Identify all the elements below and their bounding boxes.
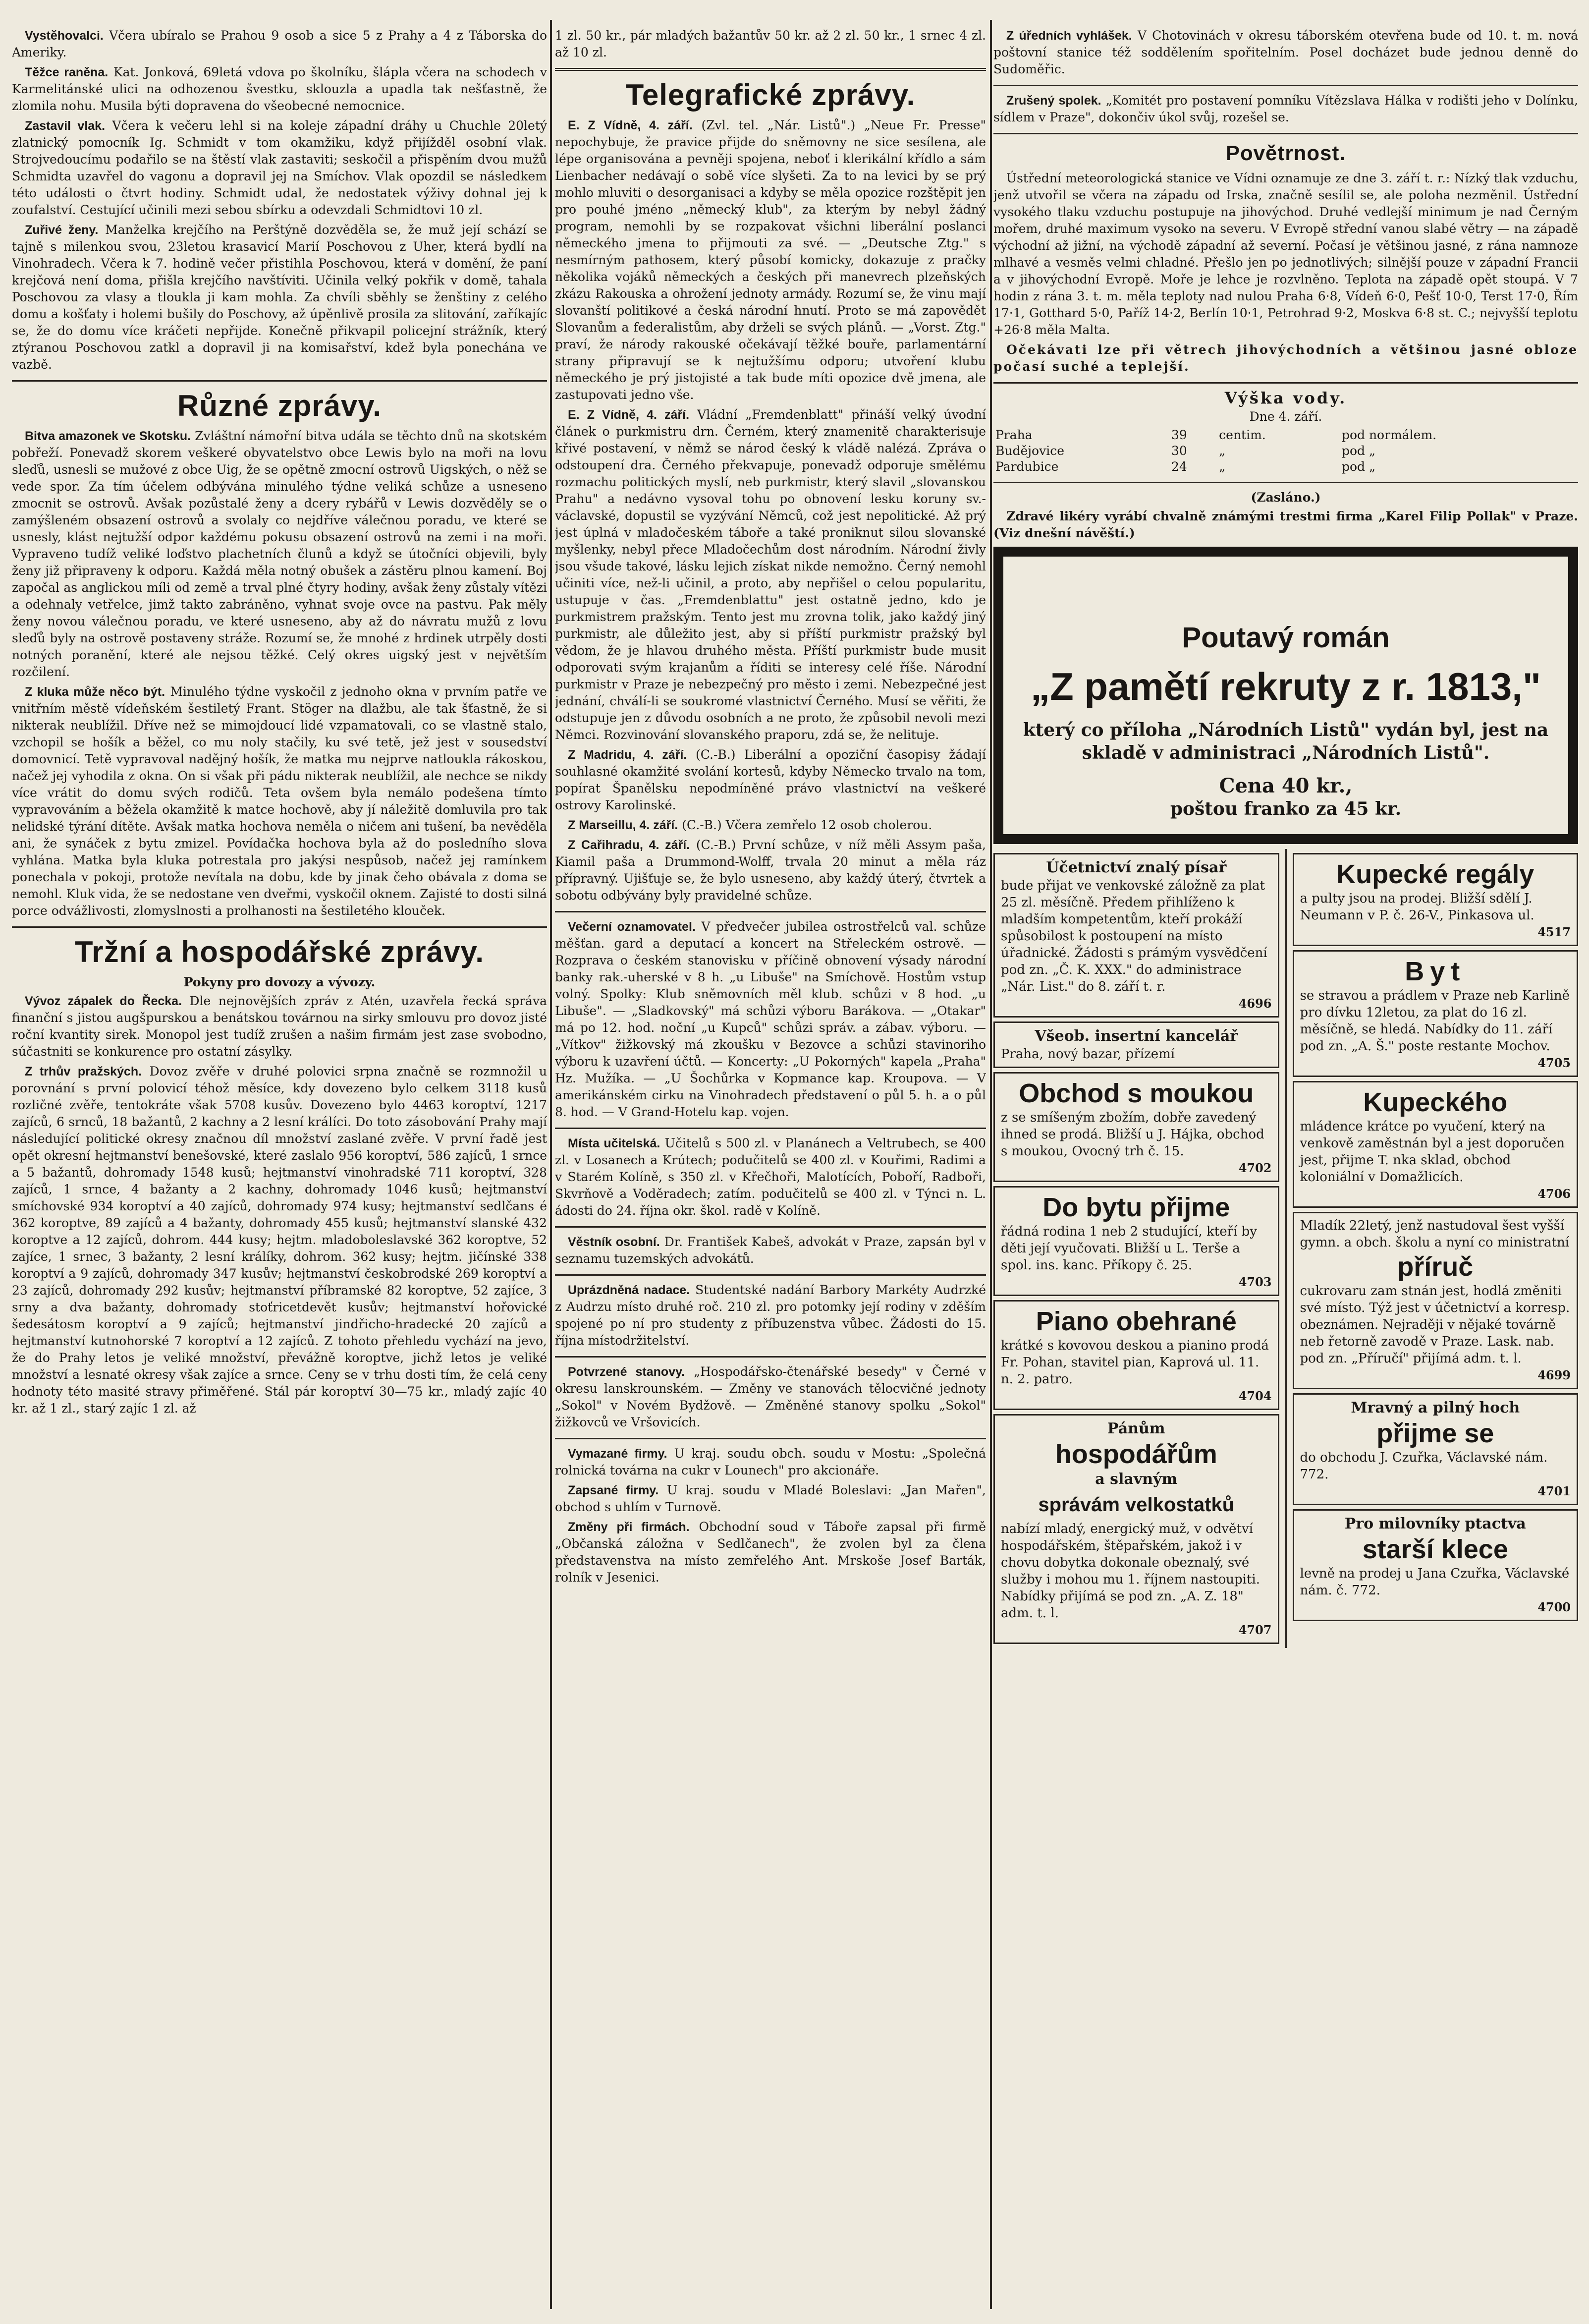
divider — [993, 133, 1578, 134]
classified-ad: Obchod s moukou z se smíšeným zbožím, dobře zavedený ihned se prodá. Bližší u J. Hájka, obchod s moukou, Ovocný trh č. 15. 4702 — [993, 1072, 1279, 1182]
notice: Vymazané firmy. U kraj. soudu obch. soudu v Mostu: „Společná rolnická továrna na cukr v Lounech" pro akcionáře. — [555, 1446, 986, 1477]
article: Bitva amazonek ve Skotsku. Zvláštní námořní bitva udála se těchto dnů na skotském pobřeží. Ponevadž skorem veškeré obyvatelstvo obce Lewis bylo na moři na lovu sleďů, usnesli se mužové z obce Uig, že se opětně zmocní ostrovů Uigských, o něž se vede spor. Za tím účelem odbývána minulého týdne veliká schůze a usneseno zmocnit se ostrovů. Avšak pozůstalé ženy a dcery rybářů v Lewis dozvěděly se o zamýšleném obsazení ostrovů a svolaly co nejdříve válečnou poradu, ve které se usnesly, klást nejtužší odpor každému pokusu obsazení ostrovů na zemi i na moři. Vypraveno tudíž veliké loďstvo plachetních člunů a když se útočníci objevili, byly ženy již připraveny k odporu. Každá měla notný obušek a zástěru plnou kamení. Boj započal as anglickou míli od země a trval plné čtyry hodiny, avšak ženy zůstaly vítězi a odehnaly vetřelce, jimž takto zabráněno, vyhnat svoje ovce na pastvu. Pak měly ženy novou válečnou poradu, ve které usneseno, aby až do návratu mužů z lovu sleďů byly na ostrově postaveny stráže. Rozumí se, že mnohé z hrdinek utrpěly dosti notných poranění, které ale nejsou těžké. Celý okres uigský jest v největším rozčilení. — [12, 429, 547, 679]
divider — [993, 382, 1578, 384]
telegram: E. Z Vídně, 4. září. Vládní „Fremdenblatt" přináší velký úvodní článek o purkmistru drn. Černém, který znamenitě charakterisuje křivé postavení, v němž se národ český k vládě nalézá. Zpráva o odstoupení dra. Černého překvapuje, ponevadž odporuje smělému rozmachu politických myslí, neb purkmistr, který slavil „slovanskou Prahu" a nedávno vysoval tohu po obnovení lesku koruny sv.-václavské, dopustil se vyzývání Němců, což jest nepolitické. Až prý jest úplná v mladočeském táboře a také proniknut silou slovanské myšlenky, nebyl přece Mladočechům dost národním. Národní živly jsou všude takové, lásku lejich získat nikde nemožno. Černý nemohl učiniti více, než-li učinil, a proto, aby nepřišel o celou popularitu, ustupuje v čas. „Fremdenblattu" jest ostatně jedno, kdo je purkmistrem pražským. Tento jest mu zrovna tolik, jako každý jiný purkmistr, ale důležito jest, aby si příští purkmistr pražský byl vědom, že je hlavou druhého města. Příští purkmistr bude musit odporovati svým krajanům a říditi se interesy celé říše. Národní purkmistr v Praze je nebezpečný pro město i zemi. Nebezpečné jest jednání, chválí-li se soukromé vlastnictví Černého. Musí se věřiti, že odstupuje jen z důvodu osobních a ne proto, že způsobil nevoli mezi Němci. Rozvinování slovanského praporu, zdá se, že nelituje. — [555, 407, 986, 742]
article: Zuřivé ženy. Manželka krejčího na Perštýně dozvěděla se, že muž její schází se tajně s milenkou svou, 23letou krasavicí Marií Poschovou z Uher, která bydlí na Vinohradech. Včera k 7. hodině večer přistihla Poschovou, která v domění, že paní krejčová není doma, přišla krejčího navštíviti. Učinila velký pokřik v domě, tahala Poschovou za vlasy a tloukla ji kam mohla. Za chvíli sběhly se ženštiny z celého domu a košťaty i holemi bušily do Poschovy, až úpěnlivě prosila za slitování, zaříkajíc se, že do domu více kráčeti nepřijde. Konečně přikvapil policejní strážník, který ztýranou Poschovou zatkl a dopravil ji na komisařství, kdež byla ponechána ve vazbě. — [12, 223, 547, 372]
notice: Místa učitelská. Učitelů s 500 zl. v Planánech a Veltrubech, se 400 zl. v Losanech a Krútech; podučitelů se 400 zl. v Kouřimi, Radimi a v Starém Kolíně, s 350 zl. v Křečhoři, Malotících, Poboří, Radboři, Skvrňově a Voděradech; zatím. podučitelů se 400 zl. v Týnci n. L. ádosti do 24. října okr. škol. radě v Kolíně. — [555, 1136, 986, 1218]
classified-ad: Byt se stravou a prádlem v Praze neb Karlině pro dívku 12letou, za plat do 16 zl. měsíčně, se hledá. Nabídky do 11. září pod zn. „A. Š." poste restante Mochov. 4705 — [1293, 950, 1579, 1077]
divider — [555, 68, 986, 71]
classified-ad: Pánům hospodářům a slavným správám velkostatků nabízí mladý, energický muž, v odvětví hospodářském, štěpařském, jakož i v chovu dobytka dokonale obeznalý, své služby i mohou mu 1. říjnem nastoupiti. Nabídky přijímá se pod zn. „A. Z. 18" adm. t. l. 4707 — [993, 1414, 1279, 1644]
article: Zastavil vlak. Včera k večeru lehl si na koleje západní dráhy u Chuchle 20letý zlatnický pomocník Ig. Schmidt v tom okamžiku, když přijížděl osobní vlak. Strojvedoucímu podařilo se na štěstí vlak zastaviti; seskočil a přispěním dvou mužů Schmidta uzavřel do vagonu a dopravil jej na Smíchov. Vlak opozdil se následkem této události o čtvrt hodiny. Schmidt udal, že nedostatek výživy dohnal jej k zoufalství. Cestující učinili mezi sebou sbírku a odevzdali Schmidtovi 10 zl. — [12, 118, 547, 217]
section-heading: Povětrnost. — [1225, 141, 1346, 165]
column-1 — [12, 27, 547, 2304]
article-continuation: 1 zl. 50 kr., pár mladých bažantův 50 kr. až 2 zl. 50 kr., 1 srnec 4 zl. až 10 zl. — [555, 28, 986, 59]
classified-ad: Všeob. insertní kancelář Praha, nový bazar, přízemí — [993, 1021, 1279, 1068]
notice: Zapsané firmy. U kraj. soudu v Mladé Boleslavi: „Jan Mařen", obchod s uhlím v Turnově. — [555, 1483, 986, 1514]
weather-report: Ústřední meteorologická stanice ve Vídni oznamuje ze dne 3. září t. r.: Nízký tlak vzduchu, jenž utvořil se včera na západu od Irska, značně sesílil se, ale poloha nezměnil. Ústřední vysokého tlaku vzduchu postupuje na jihovýchod. Druhé vedlejší minimum je nad Černým mořem, druhé maximum vysoko na severu. V Evropě střední vanou slabé větry — na západě východní až jižní, na východě západní až severní. Počasí je většinou jasné, z rána namnoze mlhavé a vesměs velmi chladné. Přešlo jen po jednotlivých; silnější pouze v západní Francii a v jihovýchodní Evropě. Moře je lehce je rozvlněno. Teplota na západě opět stoupá. V 7 hodin z rána 3. t. m. měla teploty nad nulou Praha 6·8, Vídeň 6·0, Pešť 10·0, Terst 17·0, Řím 17·1, Gotthard 5·0, Paříž 14·2, Berlín 10·1, Petrohrad 9·2, Moskva 6·8 st. C.; nejvyšší teplotu +26·8 měla Malta. — [993, 171, 1578, 337]
divider — [555, 1274, 986, 1276]
classified-ad: Mravný a pilný hoch přijme se do obchodu J. Czuřka, Václavské nám. 772. 4701 — [1293, 1393, 1579, 1505]
classified-ad: Do bytu přijme řádná rodina 1 neb 2 studující, kteří by děti její vyučovati. Bližší u L. Terše a spol. ins. kanc. Příkopy č. 25. 4703 — [993, 1186, 1279, 1296]
notice: Potvrzené stanovy. „Hospodářsko-čtenářské besedy" v Černé v okresu lanskrounském. — Změny ve stanovách tělocvičné jednoty „Sokol" v Novém Bydžově. — Změněné stanovy spolku „Sokol" žižkovců ve Vršovicích. — [555, 1364, 986, 1429]
classified-ad: Kupecké regály a pulty jsou na prodej. Bližší sdělí J. Neumann v P. č. 26-V., Pinkasova ul. 4517 — [1293, 853, 1579, 946]
classified-ads — [993, 849, 1578, 1648]
water-level-title: Výška vody. — [1224, 389, 1347, 407]
divider — [12, 926, 547, 928]
telegram: Z Cařihradu, 4. září. (C.-B.) První schůze, v níž měli Assym paša, Kiamil paša a Drummond-Wolff, trvala 20 minut a měla ráz přípravný. Ujišťuje se, že bylo usneseno, aby každý úterý, čtvrtek a sobotu odbývány byly pravidelné schůze. — [555, 838, 986, 903]
zaslano-label: (Zasláno.) — [1251, 490, 1321, 505]
telegram: Z Marseillu, 4. září. (C.-B.) Včera zemřelo 12 osob cholerou. — [568, 818, 932, 832]
notice: Změny při firmách. Obchodní soud v Táboře zapsal při firmě „Občanská záložna v Sedlčanech", že zvolen byl za člena představenstva na místo zemřelého Ant. Mrskoše Josef Barták, rolník v Jesenici. — [555, 1520, 986, 1585]
classified-ad: Kupeckého mládence krátce po vyučení, který na venkově zaměstnán byl a jest doporučen jest, přijme T. nka sklad, obchod koloniální v Domažlicích. 4706 — [1293, 1081, 1579, 1208]
telegram: Z Madridu, 4. září. (C.-B.) Liberální a opoziční časopisy žádají souhlasné okamžité svolání kortesů, kdyby Německo trvalo na tom, popírat Španělsku nepodmíněné právo vlastnictví na veškeré ostrovy Karolinské. — [555, 747, 986, 812]
notice: Věstník osobní. Dr. František Kabeš, advokát v Praze, zapsán byl v seznamu tuzemských advokátů. — [555, 1235, 986, 1266]
notice: Zrušený spolek. „Komitét pro postavení pomníku Vítězslava Hálka v rodišti jeho v Dolínku, sídlem v Praze", dokončiv úkol svůj, rozešel se. — [993, 93, 1578, 124]
column-2 — [555, 27, 986, 2304]
divider — [555, 1226, 986, 1228]
column-divider — [550, 20, 552, 2309]
table-row: Pardubice 24 „ pod „ — [995, 459, 1375, 474]
divider — [555, 1128, 986, 1129]
divider — [555, 1438, 986, 1439]
article: Těžce raněna. Kat. Jonková, 69letá vdova po školníku, šlápla včera na schodech v Karmelitánské ulici na odhozenou švestku, sklouzla a upadla tak nešťastně, že zlomila nohu. Musila býti dopravena do všeobecné nemocnice. — [12, 65, 547, 113]
novel-advertisement: Poutavý román „Z pamětí rekruty z r. 1813," který co příloha „Národních Listů" vydán byl, jest na skladě v administraci „Národních Listů". Cena 40 kr., poštou franko za 45 kr. — [993, 547, 1578, 844]
divider — [12, 380, 547, 382]
section-heading: Různé zprávy. — [177, 389, 382, 422]
section-heading: Tržní a hospodářské zprávy. — [74, 935, 485, 968]
article: Z trhův pražských. Dovoz zvěře v druhé polovici srpna značně se rozmnožil u porovnání s první polovicí téhož měsíce, kdy dovezeno bylo celkem 3118 kusů rozličné zvěře, tentokráte však 5708 kusův. Dovezeno bylo 4463 koroptví, 1217 zajíců, 6 srnců, 18 bažantů, 2 kachny a 2 lesní králíci. Do toto zásobování Prahy mají následující politické okresy značnou díl množství zaslané zvěře. V první řadě jest opět okresní hejtmanství benešovské, které zaslalo 956 koroptví, 586 zajíců, 1 srnce a 5 bažantů, dohromady 1548 kusů; hejtmanství vinohradské 711 koroptví, 328 zajíců, 1 srnce, 4 bažanty a 2 kachny, dohromady 1046 kusů; hejtmanství smíchovské 934 koroptví a 40 zajíců, dohromady 974 kusy; hejtmanství sedlčans é 362 koroptve, 89 zajíců a 4 bažanty, dohromady 455 kusů; hejtmanství slanské 432 koroptve a 12 zajíců, dohrom. 444 kusy; hejtm. mladoboleslavské 362 koroptve, 52 zajíce, 1 srnec, 3 bažanty, 2 lesní králíky, dohrom. 362 kusy; hejtm. jičínské 338 koroptví a 9 zajíců, dohromady 347 kusův; hejtmanství českobrodské 269 koroptví a 23 zajíců, dohromady 292 kusův; hejtmanství příbramské 82 koroptve, 52 zajíce, 3 srny a dva bažanty, dohromady stoťricetdevět kusův; hejtmanství hořovické šedesátosm koroptví a 9 zajíců; hejtmanství jindřicho-hradecké 20 zajíců a hejtmanství kutnohorské 7 koroptví a 12 zajíců. Z tohoto přehledu vychází na jevo, že do Prahy letos je veliké množství, převážně koroptve, jichž letos je veliké množství a lesnaté okresy však zajíce a srnce. Ceny se v trhu dosti tím, že celá ceny hodnoty této masité stravy přiměřené. Stál pár koroptví 30—75 kr., mladý zajíc 40 kr. až 1 zl., starý zajíc 1 zl. až — [12, 1064, 547, 1416]
notice: Uprázdněná nadace. Studentské nadání Barbory Markéty Audrzké z Audrzu místo druhé roč. 210 zl. pro potomky její rodiny v zděším spojené po ní pro studenty z příbuzenstva vůbec. Žádosti do 15. října místodržitelství. — [555, 1283, 986, 1348]
divider — [555, 1356, 986, 1358]
water-level-table — [993, 427, 1578, 475]
table-row: Praha 39 centim. pod normálem. — [995, 428, 1437, 442]
divider — [993, 85, 1578, 86]
column-divider — [1285, 849, 1287, 1648]
article: Vývoz zápalek do Řecka. Dle nejnovějších zpráv z Atén, uzavřela řecká správa finanční s jistou augšpurskou a benátskou továrnou na sirky smlouvu pro dovoz jisté roční kvantity sirek. Monopol jest tudíž zrušen a našim firmám jest zase svobodno, súčastniti se konkurence pro ostatní zásylky. — [12, 994, 547, 1059]
divider — [993, 482, 1578, 483]
weather-forecast: Očekávati lze při větrech jihovýchodních a většinou jasné obloze počasí suché a teplejší. — [993, 342, 1578, 374]
classified-column-left — [993, 849, 1279, 1648]
divider — [555, 911, 986, 912]
classified-ad: Pro milovníky ptactva starší klece levně na prodej u Jana Czuřka, Václavské nám. č. 772. 4700 — [1293, 1509, 1579, 1621]
table-row: Budějovice 30 „ pod „ — [995, 444, 1375, 458]
classified-column-right — [1293, 849, 1579, 1648]
notice: Z úředních vyhlášek. V Chotovinách v okresu táborském otevřena bude od 10. t. m. nová poštovní stanice též soddělením spořitelním. Posel docházet bude jednou denně do Sudoměřic. — [993, 28, 1578, 76]
classified-ad: Účetnictví znalý písař bude přijat ve venkovské záložně za plat 25 zl. měsíčně. Předem přihlíženo k mladším kompetentům, kteří prokáží spůsobilost k postoupení na místo úřadnické. Žádosti s prámým vysvědčení pod zn. „Č. K. XXX." do administrace „Nár. List." do 8. září t. r. 4696 — [993, 853, 1279, 1018]
notice: Večerní oznamovatel. V předvečer jubilea ostrostřelců val. schůze měšťan. gard a deputací a koncert na Střeleckém ostrově. — Rozprava o českém stanovisku v příčině obnovení výsady národní banky rak.-uherské v 8 h. „u Libuše" na Smíchově. Hostům vstup volný. Spolky: Klub sněmovních měl klub. schůzi v 8 hod. „u Libuše". — „Sladkovský" má schůzi výboru Barákova. — „Otakar" má po 12. hod. noční „u Kupců" schůzi správ. a zábav. výboru. — „Vítkov" žižkovský má zkoušku v Bezovce a schůzi stavinoriho výboru k uzavření účtů. — Koncerty: „U Pokorných" kapela „Praha" Hz. Mužíka. — „U Šochůrka v Kopmance kap. Kroupova. — V amerikánském cirku na Vinohradech představení o půl 5. h. a o půl 8. hod. — V Grand-Hotelu kap. vojen. — [555, 919, 986, 1119]
classified-ad: Piano obehrané krátké s kovovou deskou a pianino prodá Fr. Pohan, stavitel pian, Kaprová ul. 11. n. 2. patro. 4704 — [993, 1300, 1279, 1410]
column-3 — [993, 27, 1578, 2304]
column-divider — [990, 20, 992, 2309]
liqueur-ad: Zdravé likéry vyrábí chvalně známými trestmi firma „Karel Filip Pollak" v Praze. (Viz dnešní návěští.) — [993, 509, 1578, 540]
classified-ad: Mladík 22letý, jenž nastudoval šest vyšší gymn. a obch. školu a nyní co ministratní příruč cukrovaru zam stnán jest, hodlá změniti své místo. Týž jest v účetnictví a korresp. obeznámen. Nejraději v nějaké továrně neb řetorně zavodě v Praze. Lask. nab. pod zn. „Příručí" přijímá adm. t. l. 4699 — [1293, 1212, 1579, 1389]
section-heading: Telegrafické zprávy. — [625, 78, 916, 112]
article: Z kluka může něco být. Minulého týdne vyskočil z jednoho okna v prvním patře ve vnitřním městě vídeňském šestiletý Frant. Stöger na dlažbu, ale tak šťastně, že si nikterak neublížil. Dříve než se mimojdoucí lidé vzpamatovali, co se vlastně stalo, vzchopil se hošík a běžel, co mu noly stačily, ku své tetě, jež jest v sousedství domovnicí. Tetě vypravoval nadějný hošík, že matka mu nejprve natloukla rákoskou, načež jej vyhodila z okna. On si však při pádu nikterak neublížil, ale nechce se nikdy více vrátit do domu svých rodičů. Teta ovšem byla nemálo podešena tímto vypravováním a běžela okamžitě k matce hochově, aby jí náležitě domluvila pro tak nelidské týrání dítěte. Avšak matka hochova neměla o ničem ani tušení, ba nevěděla ani, že synáček z bytu zmizel. Povídačka hochova byla až do posledního slova vyhlána. Matka byla kluka potrestala pro jakýsi nespůsob, načež jej ramínkem ponechala v pokoji, protože nevítala na dobu, kde by jinak čeho obávala z doma se nemohl. Kluk vida, že se nedostane ven dveřmi, vyskočil oknem. Zajisté to dosti silná porce odvážlivosti, zlomyslnosti a prolhanosti na šestiletého klouček. — [12, 684, 547, 918]
article: Vystěhovalci. Včera ubíralo se Prahou 9 osob a sice 5 z Prahy a 4 z Táborska do Ameriky. — [12, 28, 547, 59]
water-level-date: Dne 4. září. — [1249, 409, 1322, 424]
subheading: Pokyny pro dovozy a vývozy. — [183, 975, 376, 989]
telegram: E. Z Vídně, 4. září. (Zvl. tel. „Nár. Listů".) „Neue Fr. Presse" nepochybuje, že pravice přijde do sněmovny ne sice sesílena, ale lépe organisována a pevněji spojena, neboť i klerikální křídlo a sám Lienbacher nedávají o sobě více slyšeti. Za to na levici by se prý mohlo mluviti o desorganisaci a kdyby se měla opozice rozštěpit jen pro pouhé jméno „německý klub", za kterým by nebyl žádný program, nemohli by se rozpakovat všichni liberální poslanci německého jmena to přijmouti za své. — „Deutsche Ztg." s nesmírným pathosem, který působí komicky, dokazuje z pračky několika vojáků německých a českých při manevrech plzeňských zkázu Rakouska a ohrožení jednoty armády. Rozumí se, že vinu mají slovanští politikové a česká národní hnutí. Proto se má zapovědět Slovanům a federalistům, aby drželi se svých plánů. — „Vorst. Ztg." praví, že národy rakouské očekávají těžké bouře, parlamentární strany připravují se k nejtužšímu odporu; utvoření klubu německého je prý jistojisté a tak bude míti opozice dvě jmena, ale zastupovati jedno vše. — [555, 118, 986, 402]
